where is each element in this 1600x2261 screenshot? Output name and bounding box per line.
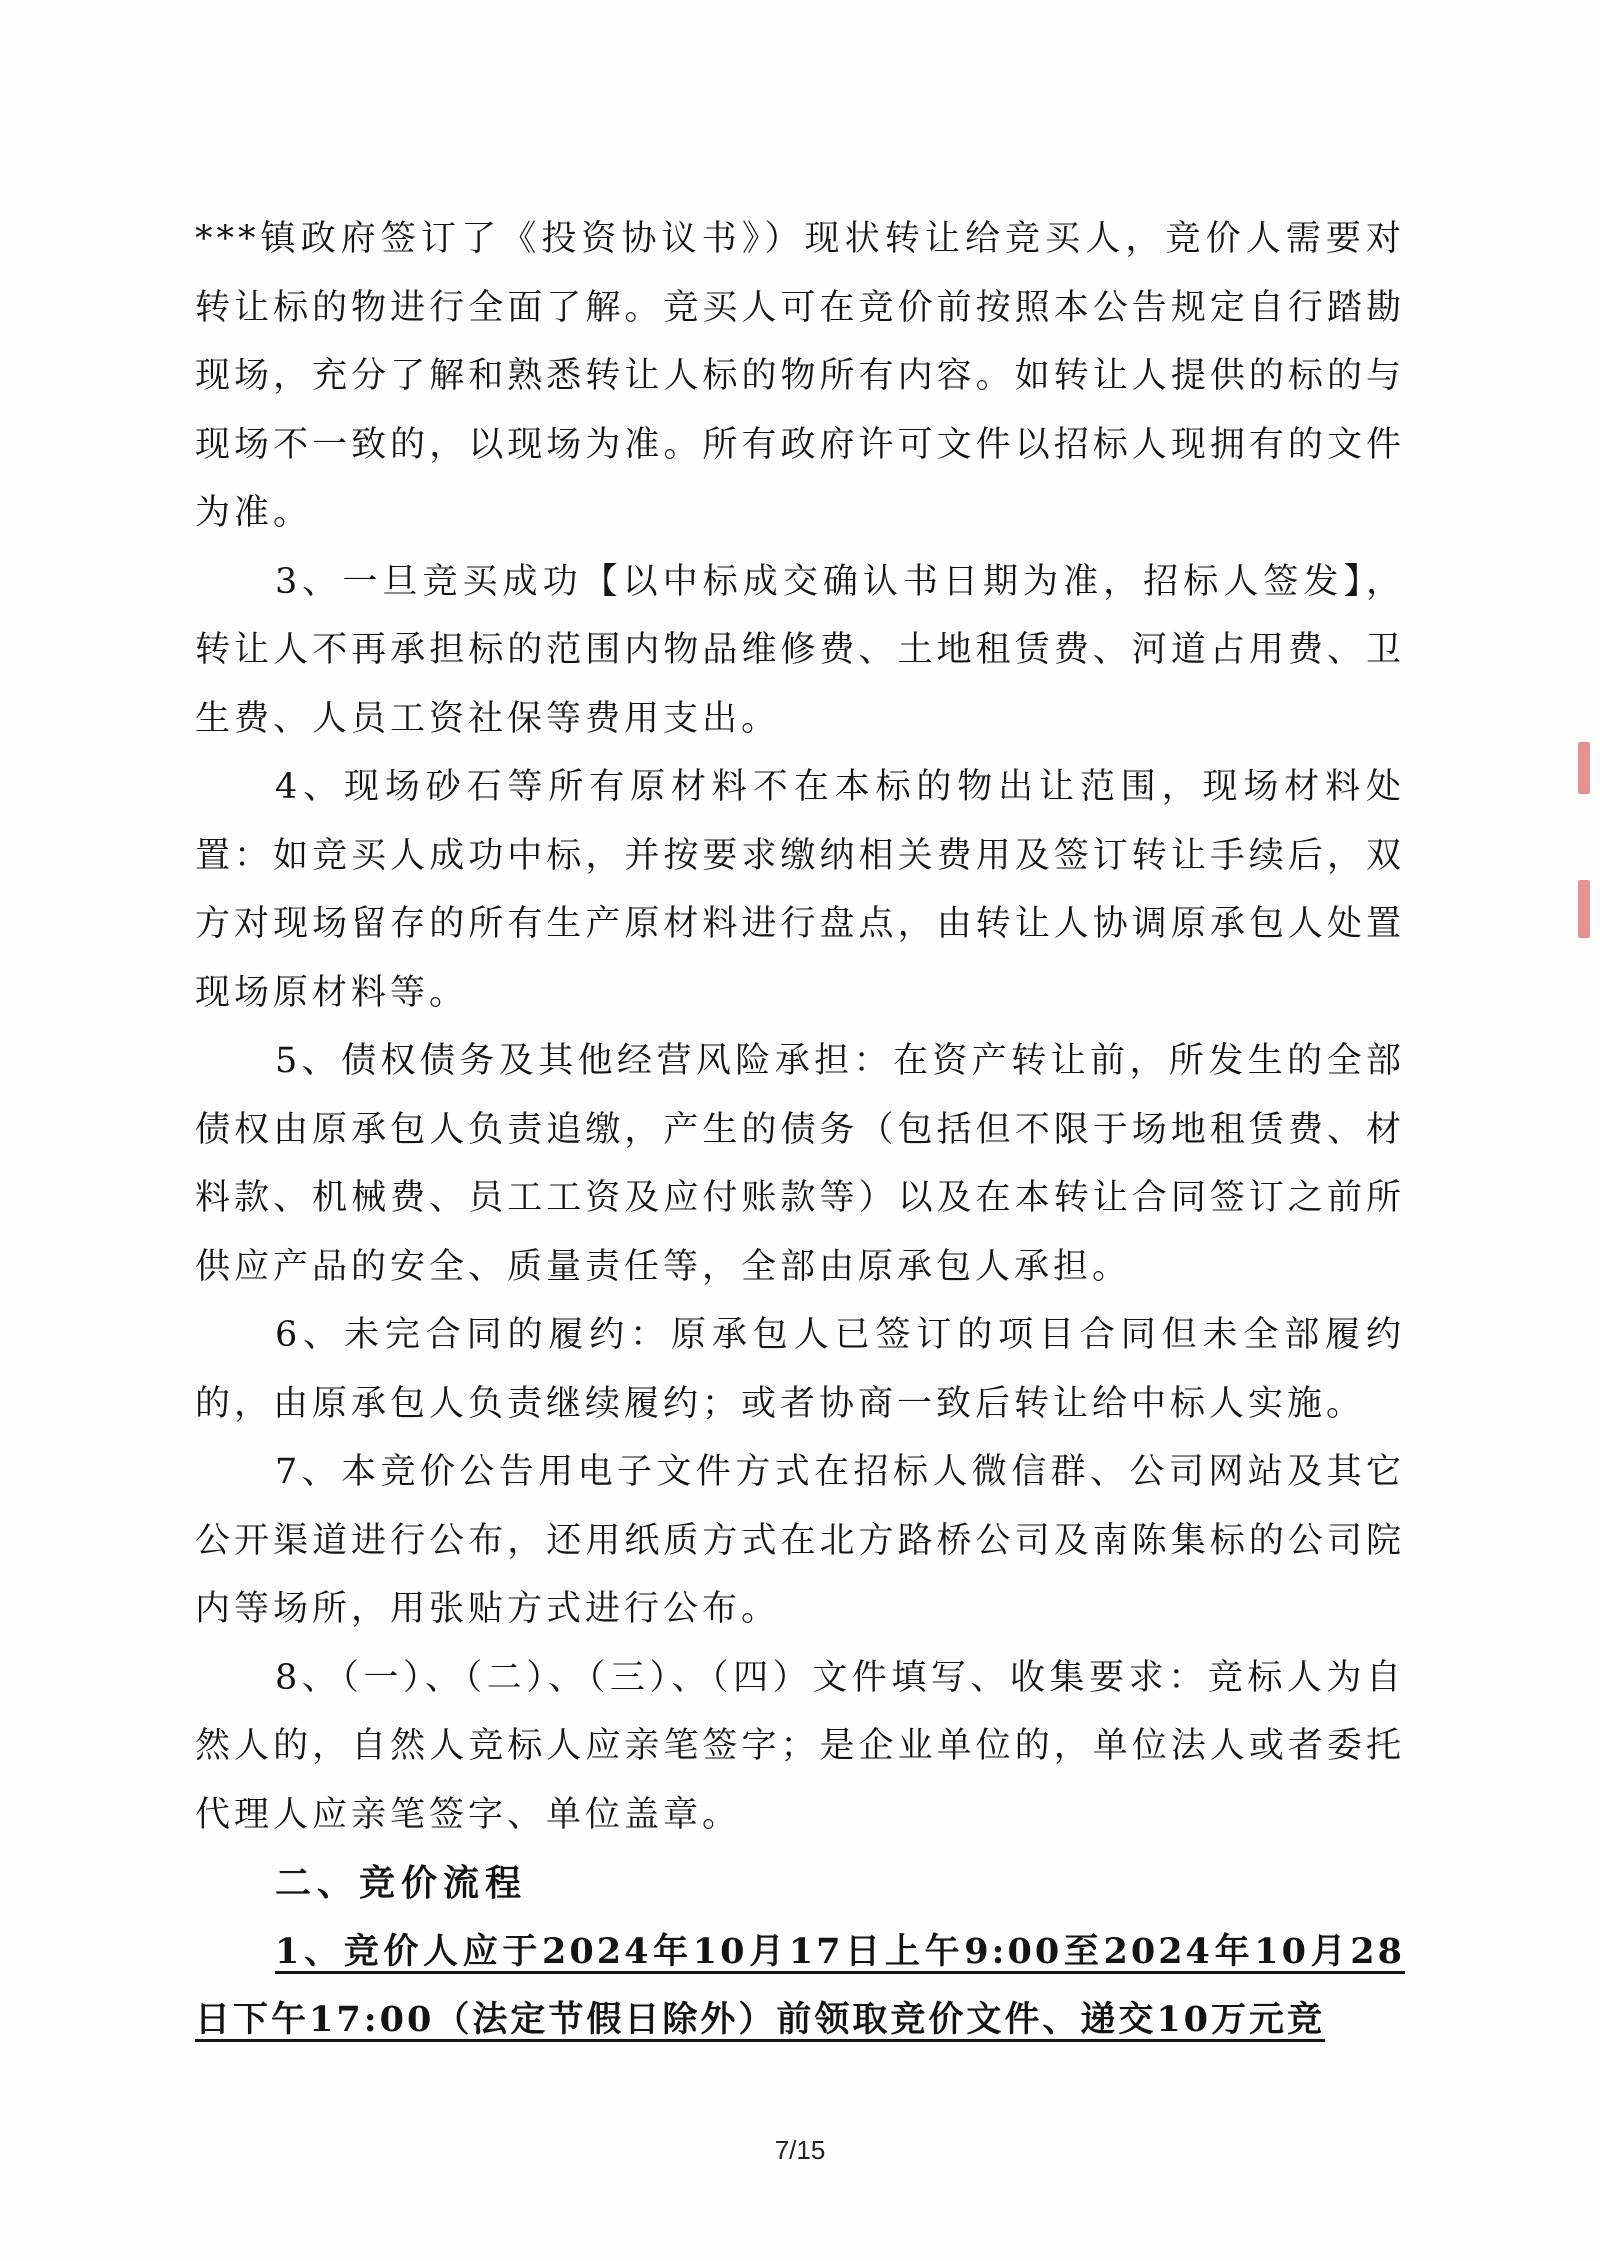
paragraph-item-6: 6、未完合同的履约：原承包人已签订的项目合同但未全部履约的，由原承包人负责继续履约；或者协商一致后转让给中标人实施。 bbox=[195, 1315, 1405, 1424]
section-heading: 二、竞价流程 bbox=[275, 1862, 528, 1904]
paragraph-item-7: 7、本竞价公告用电子文件方式在招标人微信群、公司网站及其它公开渠道进行公布，还用纸质方式在北方路桥公司及南陈集标的公司院内等场所，用张贴方式进行公布。 bbox=[195, 1452, 1405, 1629]
paragraph-item-5: 5、债权债务及其他经营风险承担：在资产转让前，所发生的全部债权由原承包人负责追缴，产生的债务（包括但不限于场地租赁费、材料款、机械费、员工工资及应付账款等）以及在本转让合同签订之前所供应产品的安全、质量责任等，全部由原承包人承担。 bbox=[195, 1041, 1405, 1287]
paragraph-item-4: 4、现场砂石等所有原材料不在本标的物出让范围，现场材料处置：如竞买人成功中标，并按要求缴纳相关费用及签订转让手续后，双方对现场留存的所有生产原材料进行盘点，由转让人协调原承包人处置现场原材料等。 bbox=[195, 767, 1405, 1013]
page-number: 7/15 bbox=[774, 2135, 826, 2165]
paragraph-item-3: 3、一旦竞买成功【以中标成交确认书日期为准，招标人签发】，转让人不再承担标的范围内物品维修费、土地租赁费、河道占用费、卫生费、人员工资社保等费用支出。 bbox=[195, 561, 1405, 739]
paragraph-continuation: ***镇政府签订了《投资协议书》）现状转让给竞买人，竞价人需要对转让标的物进行全面了解。竞买人可在竞价前按照本公告规定自行踏勘现场，充分了解和熟悉转让人标的物所有内容。如转让人提供的标的与现场不一致的，以现场为准。所有政府许可文件以招标人现拥有的文件为准。 bbox=[195, 219, 1405, 533]
document-body bbox=[195, 205, 1405, 2055]
bidding-process-item-1: 1、竞价人应于2024年10月17日上午9:00至2024年10月28日下午17:00（法定节假日除外）前领取竞价文件、递交10万元竞 bbox=[195, 1930, 1405, 2040]
seal-edge-mark bbox=[1578, 742, 1590, 794]
paragraph-item-8: 8、（一）、（二）、（三）、（四）文件填写、收集要求：竞标人为自然人的，自然人竞标人应亲笔签字；是企业单位的，单位法人或者委托代理人应亲笔签字、单位盖章。 bbox=[195, 1657, 1405, 1835]
seal-edge-mark bbox=[1578, 880, 1590, 938]
